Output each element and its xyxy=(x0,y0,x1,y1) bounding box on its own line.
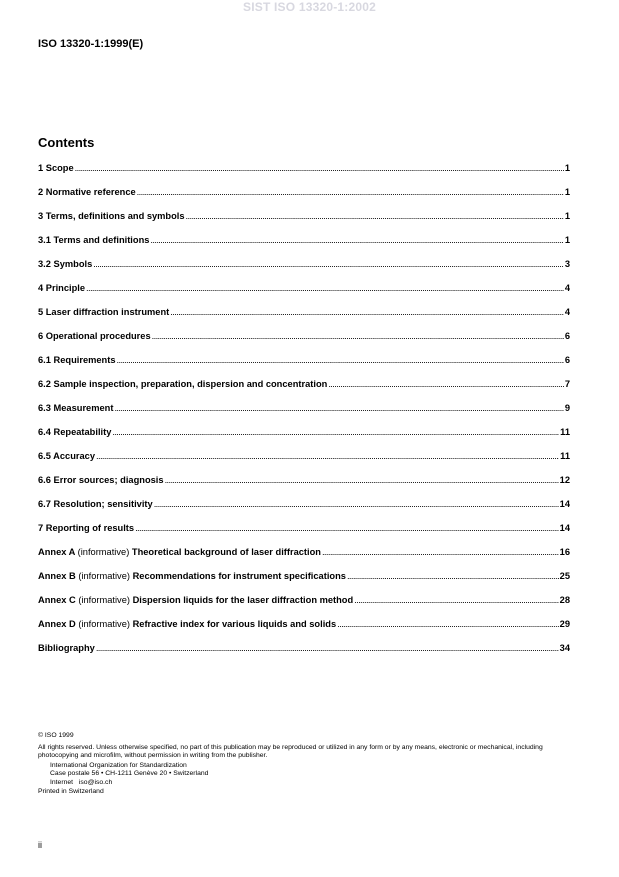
copyright-notice: © ISO 1999 xyxy=(38,732,74,739)
toc-entry-page: 14 xyxy=(559,523,570,533)
toc-entry-principle[interactable] xyxy=(38,282,570,306)
toc-dot-leader xyxy=(337,618,559,631)
toc-entry-title: 6 Operational procedures xyxy=(38,331,151,341)
toc-entry-page: 14 xyxy=(559,499,570,509)
toc-annex-heading xyxy=(38,570,346,583)
annex-label: Annex B xyxy=(38,571,76,581)
toc-entry-page: 9 xyxy=(564,403,570,413)
annex-label: Annex A xyxy=(38,547,76,557)
toc-dot-leader xyxy=(135,522,559,535)
toc-entry-reporting-of-results[interactable] xyxy=(38,522,570,546)
toc-entry-repeatability[interactable] xyxy=(38,426,570,450)
annex-type: (informative) xyxy=(77,547,130,557)
toc-entry-title: Bibliography xyxy=(38,643,95,653)
annex-type: (informative) xyxy=(78,571,130,581)
internet-email[interactable]: iso@iso.ch xyxy=(78,778,113,786)
toc-dot-leader xyxy=(117,354,564,367)
toc-entry-terms-and-definitions[interactable] xyxy=(38,234,570,258)
table-of-contents xyxy=(38,162,570,666)
toc-entry-annex-c[interactable] xyxy=(38,594,570,618)
annex-type: (informative) xyxy=(78,595,130,605)
toc-dot-leader xyxy=(354,594,559,607)
page-number: ii xyxy=(38,840,42,850)
toc-entry-title: 3.1 Terms and definitions xyxy=(38,235,150,245)
toc-entry-title: 6.3 Measurement xyxy=(38,403,114,413)
toc-entry-page: 3 xyxy=(564,259,570,269)
toc-entry-title: 3 Terms, definitions and symbols xyxy=(38,211,185,221)
toc-entry-page: 1 xyxy=(564,187,570,197)
internet-contact xyxy=(50,779,583,788)
toc-entry-page: 6 xyxy=(564,331,570,341)
annex-name: Theoretical background of laser diffraction xyxy=(131,547,321,557)
organization-name: International Organization for Standardization xyxy=(50,761,187,769)
toc-entry-page: 34 xyxy=(559,643,570,653)
toc-dot-leader xyxy=(347,570,559,583)
toc-entry-scope[interactable] xyxy=(38,162,570,186)
toc-entry-annex-b[interactable] xyxy=(38,570,570,594)
toc-entry-symbols[interactable] xyxy=(38,258,570,282)
toc-entry-title: 2 Normative reference xyxy=(38,187,136,197)
toc-dot-leader xyxy=(75,162,564,175)
toc-entry-resolution-sensitivity[interactable] xyxy=(38,498,570,522)
toc-dot-leader xyxy=(114,402,563,415)
toc-entry-title: 6.2 Sample inspection, preparation, dispersion and concentration xyxy=(38,379,328,389)
toc-entry-error-sources[interactable] xyxy=(38,474,570,498)
toc-entry-bibliography[interactable] xyxy=(38,642,570,666)
annex-type: (informative) xyxy=(78,619,130,629)
toc-dot-leader xyxy=(150,234,563,247)
toc-entry-title: 4 Principle xyxy=(38,283,86,293)
toc-entry-page: 1 xyxy=(564,211,570,221)
toc-entry-title: 7 Reporting of results xyxy=(38,523,135,533)
watermark-text: SIST ISO 13320-1:2002 xyxy=(243,0,376,14)
annex-label: Annex C xyxy=(38,595,76,605)
toc-dot-leader xyxy=(96,450,559,463)
toc-dot-leader xyxy=(152,330,564,343)
toc-entry-accuracy[interactable] xyxy=(38,450,570,474)
annex-label: Annex D xyxy=(38,619,76,629)
toc-dot-leader xyxy=(112,426,559,439)
toc-entry-annex-d[interactable] xyxy=(38,618,570,642)
annex-name: Refractive index for various liquids and solids xyxy=(132,619,337,629)
toc-entry-sample-inspection[interactable] xyxy=(38,378,570,402)
toc-dot-leader xyxy=(93,258,564,271)
toc-entry-page: 11 xyxy=(560,427,570,437)
toc-entry-title: 6.6 Error sources; diagnosis xyxy=(38,475,164,485)
document-id-header: ISO 13320-1:1999(E) xyxy=(38,38,144,50)
toc-entry-title: 6.7 Resolution; sensitivity xyxy=(38,499,153,509)
toc-dot-leader xyxy=(137,186,564,199)
contents-heading: Contents xyxy=(38,135,95,150)
printed-location: Printed in Switzerland xyxy=(38,787,104,795)
organization-address: Case postale 56 • CH-1211 Genève 20 • Switzerland xyxy=(50,770,209,778)
toc-dot-leader xyxy=(186,210,564,223)
toc-dot-leader xyxy=(165,474,559,487)
toc-entry-page: 1 xyxy=(564,163,570,173)
annex-name: Recommendations for instrument specifications xyxy=(132,571,346,581)
toc-entry-title: 1 Scope xyxy=(38,163,74,173)
toc-entry-operational-procedures[interactable] xyxy=(38,330,570,354)
organization-address-block xyxy=(38,762,583,788)
toc-entry-title: 3.2 Symbols xyxy=(38,259,93,269)
toc-entry-page: 16 xyxy=(559,547,570,557)
toc-entry-normative-reference[interactable] xyxy=(38,186,570,210)
toc-entry-page: 7 xyxy=(564,379,570,389)
toc-entry-page: 12 xyxy=(559,475,570,485)
toc-entry-measurement[interactable] xyxy=(38,402,570,426)
copyright-footer xyxy=(38,732,583,796)
toc-dot-leader xyxy=(154,498,559,511)
toc-entry-title: 6.5 Accuracy xyxy=(38,451,96,461)
toc-dot-leader xyxy=(86,282,564,295)
toc-entry-page: 4 xyxy=(564,283,570,293)
toc-entry-page: 28 xyxy=(559,595,570,605)
rights-statement: All rights reserved. Unless otherwise specified, no part of this publication may be reproduced or utilized in any form or by any means, electronic or mechanical, including photocopying and microfilm, without permission in writing from the publisher. xyxy=(38,743,543,760)
toc-entry-page: 29 xyxy=(559,619,570,629)
toc-entry-page: 11 xyxy=(560,451,570,461)
toc-dot-leader xyxy=(322,546,559,559)
toc-entry-title: 6.1 Requirements xyxy=(38,355,116,365)
toc-entry-terms-definitions-symbols[interactable] xyxy=(38,210,570,234)
toc-annex-heading xyxy=(38,594,353,607)
toc-entry-page: 25 xyxy=(559,571,570,581)
toc-annex-heading xyxy=(38,618,336,631)
internet-label: Internet xyxy=(50,778,74,786)
toc-entry-title: 5 Laser diffraction instrument xyxy=(38,307,170,317)
toc-entry-page: 4 xyxy=(564,307,570,317)
toc-entry-page: 1 xyxy=(564,235,570,245)
toc-entry-title: 6.4 Repeatability xyxy=(38,427,112,437)
toc-dot-leader xyxy=(170,306,564,319)
toc-entry-requirements[interactable] xyxy=(38,354,570,378)
toc-entry-annex-a[interactable] xyxy=(38,546,570,570)
toc-dot-leader xyxy=(96,642,559,655)
toc-entry-page: 6 xyxy=(564,355,570,365)
annex-name: Dispersion liquids for the laser diffraction method xyxy=(132,595,354,605)
toc-entry-laser-diffraction-instrument[interactable] xyxy=(38,306,570,330)
toc-dot-leader xyxy=(328,378,564,391)
toc-annex-heading xyxy=(38,546,321,559)
